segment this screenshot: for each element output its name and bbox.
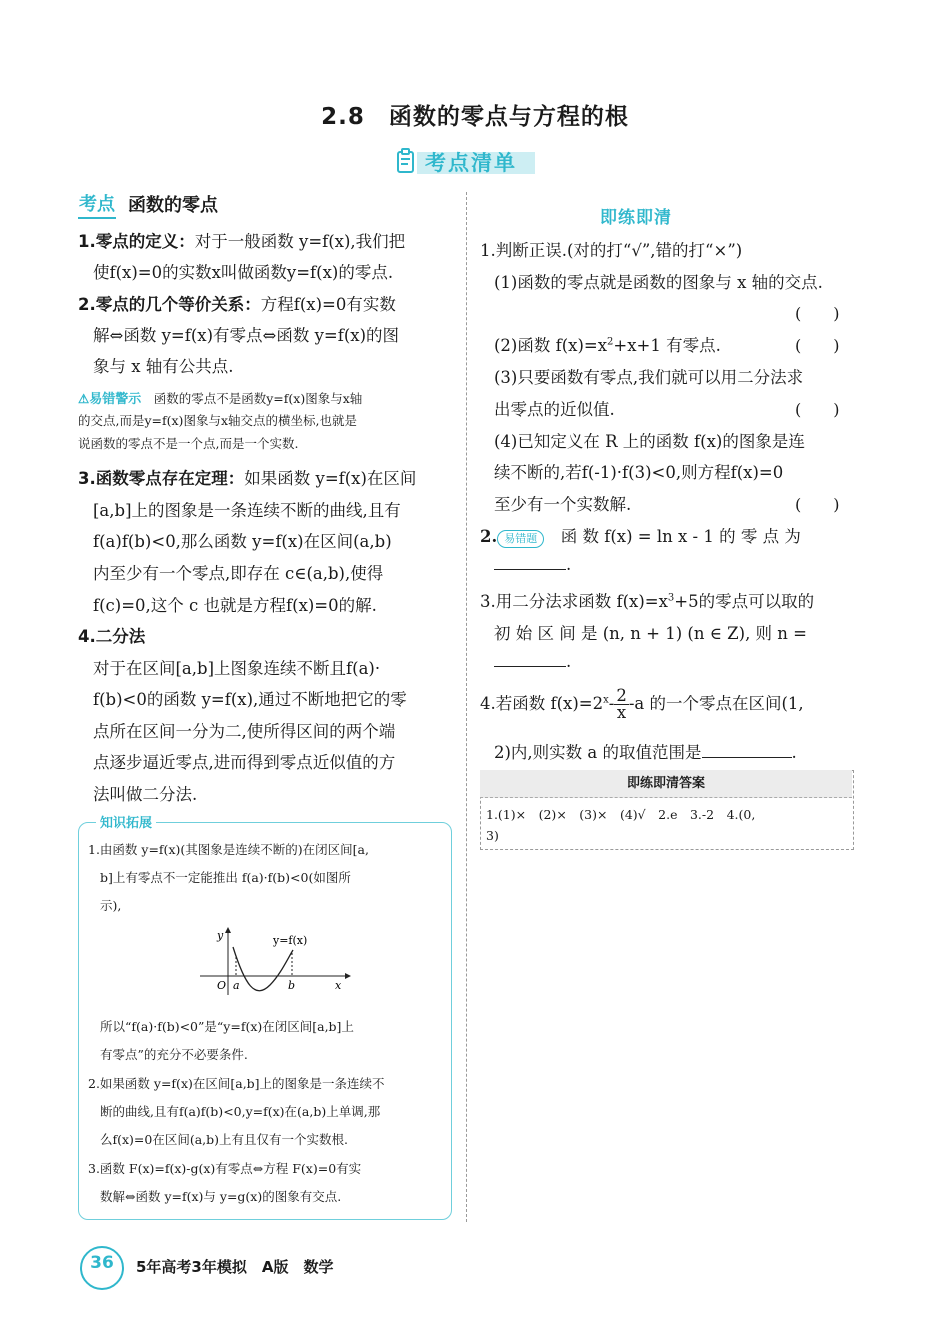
graph-a-label: a [233,979,240,992]
zero-graph [195,925,355,997]
q1-item3-line2: 出零点的近似值. [494,400,615,419]
q3-line2: 初 始 区 间 是 (n, n + 1) (n ∈ Z), 则 n = [494,624,808,643]
q1-item4-line3: 至少有一个实数解. [494,495,632,514]
q2-line1: 2. 易错题 函 数 f(x) = ln x - 1 的 零 点 为 [480,527,801,546]
k2-line2: 断的曲线,且有f(a)f(b)<0,y=f(x)在(a,b)上单调,那 [100,1104,381,1119]
graph-y-label: y [217,929,224,942]
q3-answer-line[interactable]: . [494,652,571,671]
page-title: 2.8 函数的零点与方程的根 [321,104,629,130]
k1-line4: 所以“f(a)·f(b)<0”是“y=f(x)在闭区间[a,b]上 [100,1019,354,1034]
q1-item4-paren: ( ) [795,495,840,514]
kaodian-tag: 考点 [78,190,116,219]
k1-line5: 有零点”的充分不必要条件. [100,1047,248,1062]
p3-line1: 3.函数零点存在定理：如果函数 y=f(x)在区间 [78,469,417,488]
p2-line3: 象与 x 轴有公共点. [93,357,234,376]
q1-item1: (1)函数的零点就是函数的图象与 x 轴的交点. [494,273,823,292]
practice-heading: 即练即清 [600,208,672,228]
warning-icon: ⚠ [78,391,90,406]
k1-line3: 示), [100,898,122,913]
p4-head: 4.二分法 [78,627,146,646]
q1-item1-paren: ( ) [795,304,840,323]
p4-line4: 点逐步逼近零点,进而得到零点近似值的方 [93,753,396,772]
graph-fn-label: y=f(x) [273,934,308,947]
k1-line1: 1.由函数 y=f(x)(其图象是连续不断的)在闭区间[a, [88,842,369,857]
q4-line1: 4.若函数 $f(x)=2^x-$ $\frac{2}{x}$ -a 的一个零点在区间(1, [480,686,804,722]
p1-line1: 1.零点的定义：对于一般函数 y=f(x),我们把 [78,232,406,251]
error-prone-tag: 易错题 [497,530,544,548]
footer-text: 5年高考3年模拟 A版 数学 [136,1258,334,1276]
q4-answer-line[interactable] [702,757,792,758]
p4-line2: f(b)<0的函数 y=f(x),通过不断地把它的零 [93,690,407,709]
p3-line2: [a,b]上的图象是一条连续不断的曲线,且有 [93,501,401,520]
p3-line3: f(a)f(b)<0,那么函数 y=f(x)在区间(a,b) [93,532,392,551]
q1-item2-paren: ( ) [795,336,840,355]
p2-line2: 解⇔函数 y=f(x)有零点⇔函数 y=f(x)的图 [93,326,400,345]
column-divider [466,192,467,1222]
p4-line3: 点所在区间一分为二,使所得区间的两个端 [93,722,396,741]
clipboard-icon [395,147,417,175]
q1-item3-paren: ( ) [795,400,840,419]
p1-line2: 使f(x)=0的实数x叫做函数y=f(x)的零点. [93,263,394,282]
warning-line2: 的交点,而是y=f(x)图象与x轴交点的横坐标,也就是 [78,413,357,428]
k1-line2: b]上有零点不一定能推出 f(a)·f(b)<0(如图所 [100,870,351,885]
graph-origin-label: O [217,979,227,992]
k2-line3: 么f(x)=0在区间(a,b)上有且仅有一个实数根. [100,1132,349,1147]
p3-line5: f(c)=0,这个 c 也就是方程f(x)=0的解. [93,596,377,615]
page-number: 36 [90,1253,114,1273]
knowledge-label: 知识拓展 [96,812,156,831]
p2-line1: 2.零点的几个等价关系：方程f(x)=0有实数 [78,295,396,314]
k3-line2: 数解⇔函数 y=f(x)与 y=g(x)的图象有交点. [100,1189,342,1204]
q1-item2: (2)函数 $f(x)=x^2+x+1$ 有零点. [494,336,721,355]
warning-line1: ⚠易错警示 函数的零点不是函数y=f(x)图象与x轴 [78,391,363,407]
q1-item4-line1: (4)已知定义在 R 上的函数 f(x)的图象是连 [494,432,805,451]
k2-line1: 2.如果函数 y=f(x)在区间[a,b]上的图象是一条连续不 [88,1076,385,1091]
q2-answer-line[interactable]: . [494,555,571,574]
q1-item4-line2: 续不断的,若f(-1)·f(3)<0,则方程f(x)=0 [494,463,784,482]
q3-line1: 3.用二分法求函数 $f(x)=x^3+5$的零点可以取的 [480,592,815,611]
answer-heading: 即练即清答案 [480,770,852,798]
answer-line2: 3) [486,828,499,843]
p3-line4: 内至少有一个零点,即存在 c∈(a,b),使得 [93,564,384,583]
k3-line1: 3.函数 F(x)=f(x)-g(x)有零点⇔方程 F(x)=0有实 [88,1161,362,1176]
banner-text: 考点清单 [425,151,517,175]
q1-stem: 1.判断正误.(对的打“√”,错的打“×”) [480,241,743,260]
p4-line1: 对于在区间[a,b]上图象连续不断且f(a)· [93,659,381,678]
p4-line5: 法叫做二分法. [93,785,198,804]
q1-item3-line1: (3)只要函数有零点,我们就可以用二分法求 [494,368,804,387]
answer-line1: 1.(1)× (2)× (3)× (4)√ 2.e 3.-2 4.(0, [486,807,756,822]
graph-b-label: b [288,979,296,992]
graph-x-label: x [335,979,342,992]
section-banner [395,144,540,176]
kaodian-title: 函数的零点 [128,195,218,216]
warning-line3: 说函数的零点不是一个点,而是一个实数. [78,436,299,451]
q4-line2: 2)内,则实数 a 的取值范围是 . [494,743,797,762]
